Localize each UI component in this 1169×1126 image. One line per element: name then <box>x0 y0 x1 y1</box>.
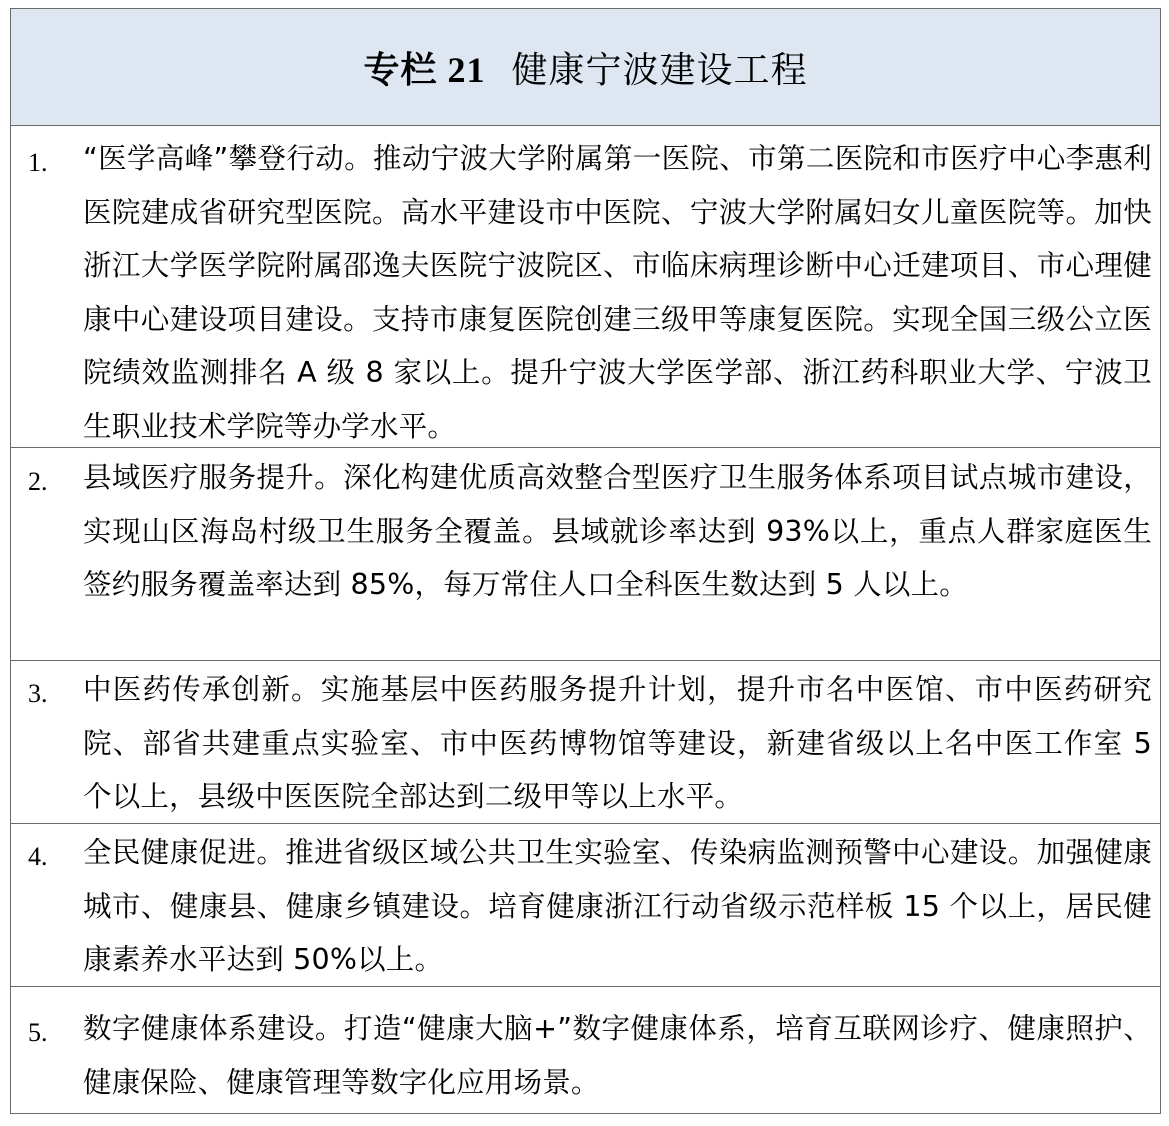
list-item <box>11 987 1160 1109</box>
item-text: 中医药传承创新。实施基层中医药服务提升计划，提升市名中医馆、市中医药研究院、部省共建重点实验室、市中医药博物馆等建设，新建省级以上名中医工作室 5 个以上，县级中医医院全部达到二级甲等以上水平。 <box>83 673 1152 813</box>
item-text: 数字健康体系建设。打造“健康大脑+”数字健康体系，培育互联网诊疗、健康照护、健康保险、健康管理等数字化应用场景。 <box>83 1012 1152 1099</box>
item-text: 全民健康促进。推进省级区域公共卫生实验室、传染病监测预警中心建设。加强健康城市、健康县、健康乡镇建设。培育健康浙江行动省级示范样板 15 个以上，居民健康素养水平达到 50%以上。 <box>83 836 1152 976</box>
column-number: 21 <box>447 49 486 90</box>
column-tag: 专栏 <box>363 49 438 91</box>
column-header <box>11 9 1160 126</box>
item-index: 4. <box>28 842 48 871</box>
item-text: 县域医疗服务提升。深化构建优质高效整合型医疗卫生服务体系项目试点城市建设，实现山区海岛村级卫生服务全覆盖。县域就诊率达到 93%以上，重点人群家庭医生签约服务覆盖率达到 85%，每万常住人口全科医生数达到 5 人以上。 <box>83 461 1152 601</box>
list-item <box>11 661 1160 824</box>
list-item <box>11 824 1160 987</box>
item-index: 5. <box>28 1018 48 1047</box>
column-box <box>10 8 1161 1114</box>
item-index: 1. <box>28 148 48 177</box>
item-index: 3. <box>28 679 48 708</box>
list-item <box>11 448 1160 661</box>
item-index: 2. <box>28 467 48 496</box>
item-text: “医学高峰”攀登行动。推动宁波大学附属第一医院、市第二医院和市医疗中心李惠利医院建成省研究型医院。高水平建设市中医院、宁波大学附属妇女儿童医院等。加快浙江大学医学院附属邵逸夫医院宁波院区、市临床病理诊断中心迁建项目、市心理健康中心建设项目建设。支持市康复医院创建三级甲等康复医院。实现全国三级公立医院绩效监测排名 A 级 8 家以上。提升宁波大学医学部、浙江药科职业大学、宁波卫生职业技术学院等办学水平。 <box>83 142 1152 443</box>
list-item <box>11 126 1160 448</box>
column-title <box>363 42 807 93</box>
column-title-text: 健康宁波建设工程 <box>511 49 808 91</box>
